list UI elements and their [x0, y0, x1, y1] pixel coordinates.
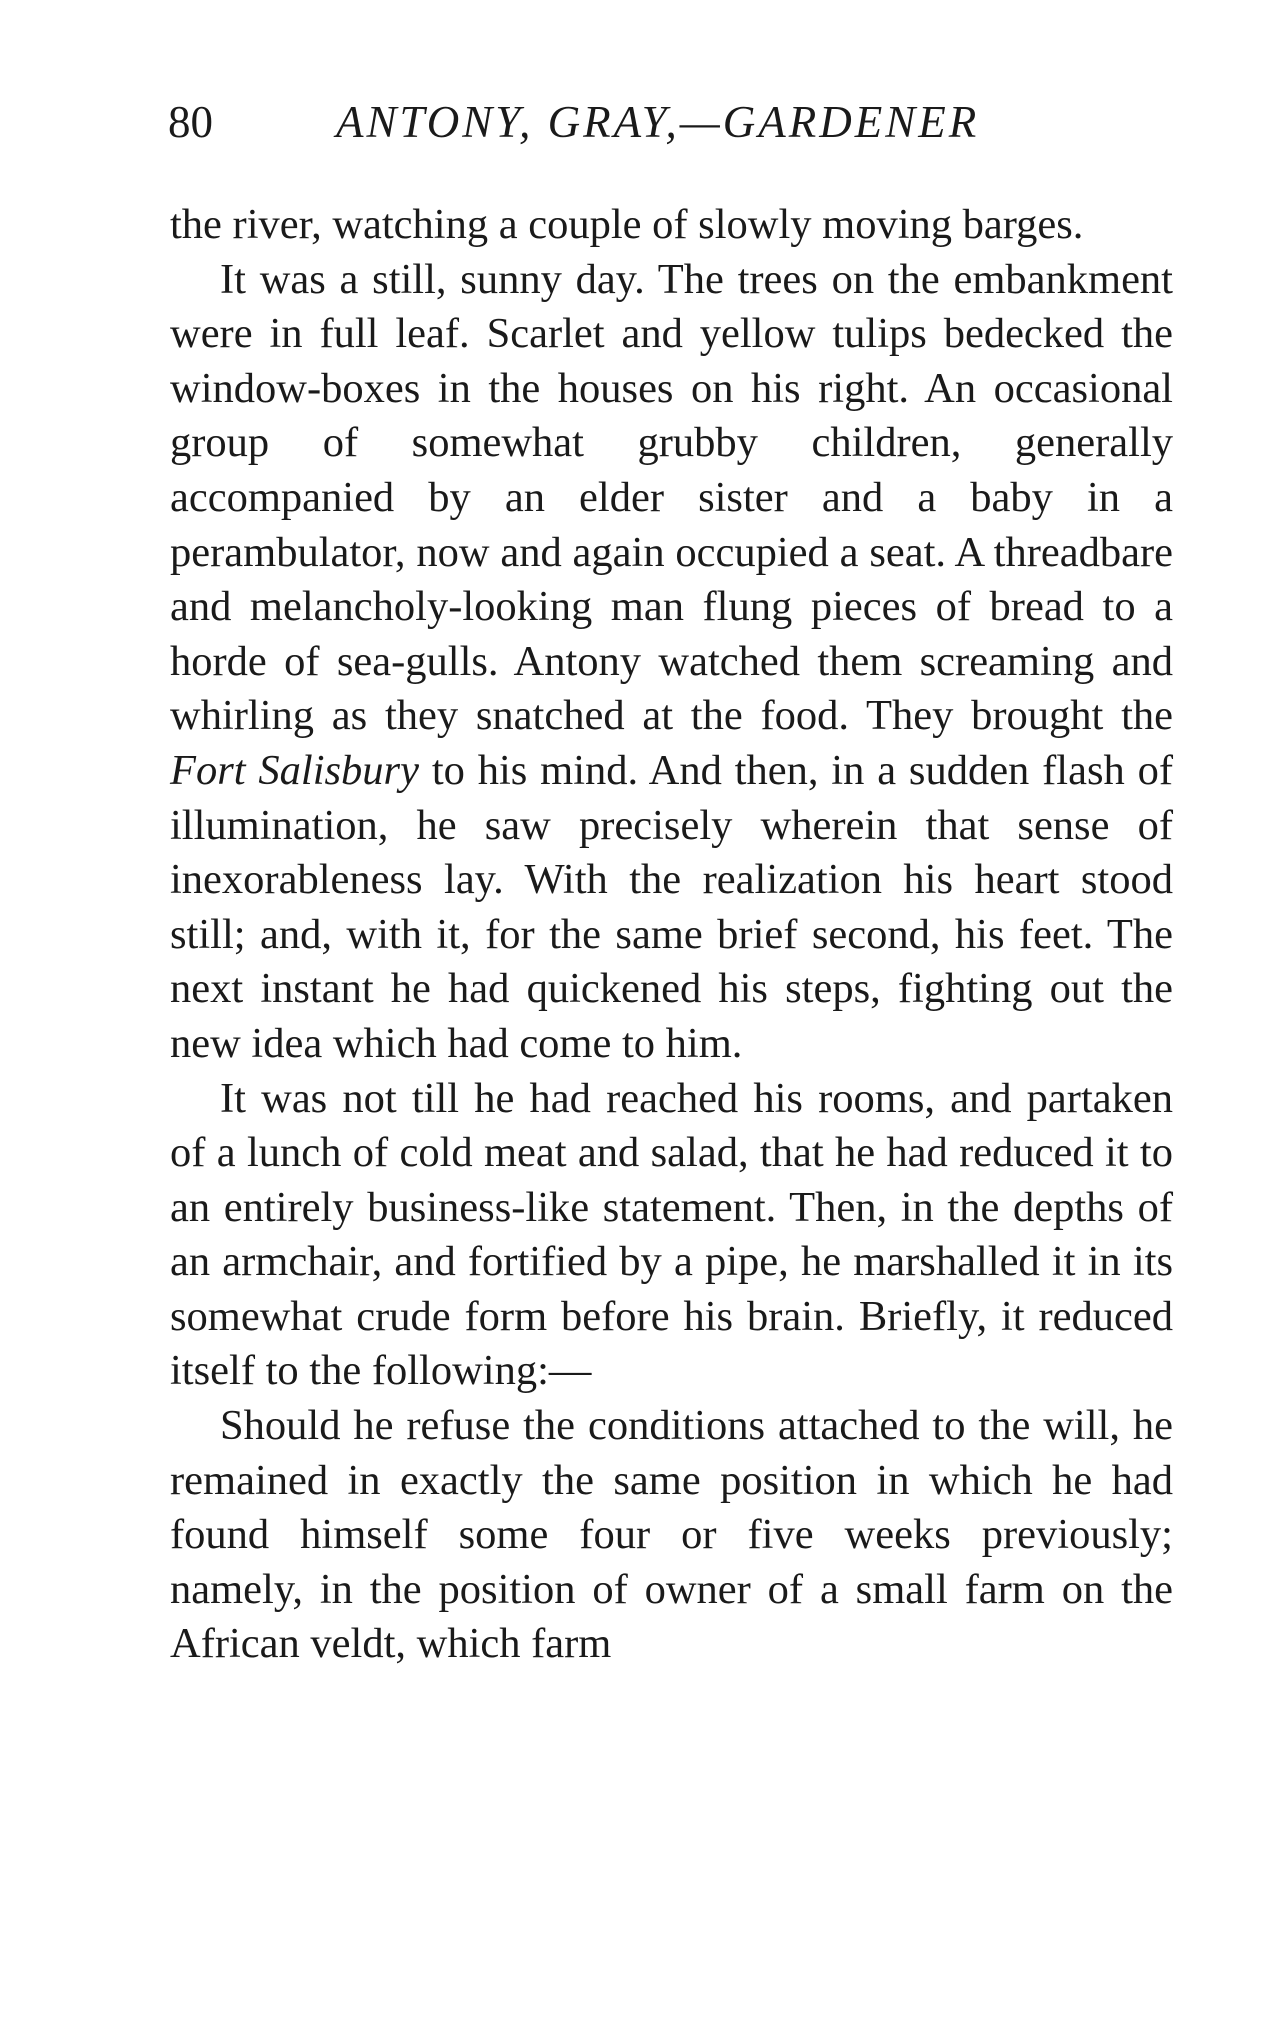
ship-name: Fort Salisbury — [170, 746, 419, 794]
body-text — [170, 198, 1173, 1672]
paragraph-text-end: to his mind. And then, in a sudden flash of illumination, he saw precisely wherein that sense of inexorableness lay. With the realization his heart stood still; and, with it, for the same brief second, his feet. The next instant he had quickened his steps, fighting out the new idea which had come to him. — [170, 746, 1173, 1067]
paragraph — [170, 253, 1173, 1072]
paragraph: Should he refuse the conditions attached to the will, he remained in exactly the same position in which he had found himself some four or five weeks previously; namely, in the position of owner of a small farm on the African veldt, which farm — [170, 1402, 1173, 1668]
paragraph: It was not till he had reached his rooms, and partaken of a lunch of cold meat and salad, that he had reduced it to an entirely business-like statement. Then, in the depths of an armchair, and fortified by a pipe, he marshalled it in its somewhat crude form before his brain. Briefly, it reduced itself to the following:— — [170, 1074, 1173, 1395]
running-title: ANTONY, GRAY,—GARDENER — [336, 97, 980, 147]
page-number: 80 — [168, 97, 213, 147]
paragraph-continued: the river, watching a couple of slowly moving barges. — [170, 201, 1084, 248]
page-header — [168, 92, 1180, 152]
paragraph-text: It was a still, sunny day. The trees on the embankment were in full leaf. Scarlet and yellow tulips bedecked the window-boxes in the houses on his right. An occasional group of somewhat grubby children, generally accompanied by an elder sister and a baby in a perambulator, now and again occupied a seat. A threadbare and melancholy-looking man flung pieces of bread to a horde of sea-gulls. Antony watched them screaming and whirling as they snatched at the food. They brought the — [170, 255, 1173, 740]
